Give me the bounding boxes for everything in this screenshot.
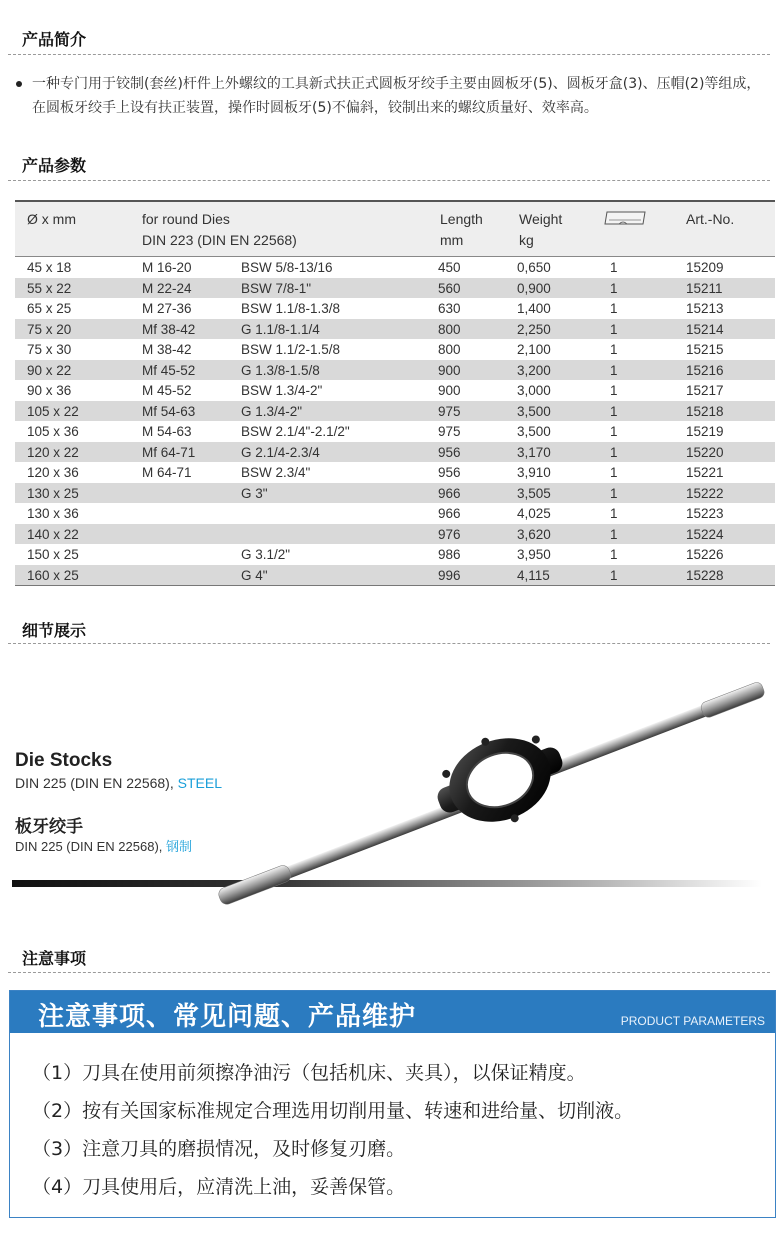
cell-metric: M 64-71 (142, 465, 192, 480)
cell-length: 560 (438, 280, 461, 296)
cell-qty: 1 (610, 567, 618, 583)
table-header (15, 202, 775, 257)
product-spec-en (15, 775, 222, 791)
cell-qty: 1 (610, 260, 618, 275)
cell-length: 976 (438, 526, 461, 542)
table-row (15, 524, 775, 545)
cell-thread: G 1.3/4-2" (241, 403, 303, 419)
cell-length: 975 (438, 424, 461, 439)
header-dies-line2: DIN 223 (DIN EN 22568) (142, 232, 297, 248)
cell-size: 90 x 36 (27, 383, 72, 398)
cell-weight: 2,100 (517, 342, 551, 357)
cell-size: 65 x 25 (27, 301, 72, 316)
table-row (15, 401, 775, 422)
cell-metric: Mf 38-42 (142, 321, 196, 337)
cell-thread: BSW 1.1/2-1.5/8 (241, 342, 341, 357)
cell-size: 130 x 36 (27, 506, 79, 521)
header-weight-line2: kg (519, 232, 534, 248)
cell-art-no: 15209 (686, 260, 724, 275)
cell-qty: 1 (610, 485, 618, 501)
material-cn: 钢制 (166, 839, 193, 854)
cell-length: 966 (438, 485, 461, 501)
cell-weight: 3,000 (517, 383, 551, 398)
divider (8, 643, 770, 644)
intro-text: 一种专门用于铰制(套丝)杆件上外螺纹的工具新式扶正式圆板牙绞手主要由圆板牙(5)、圆板牙盒(3)、压帽(2)等组成，在圆板牙绞手上设有扶正装置，操作时圆板牙(5)不偏斜，铰制出来的螺纹质量好、效率高。 (32, 76, 761, 116)
cell-size: 55 x 22 (27, 280, 72, 296)
cell-art-no: 15218 (686, 403, 724, 419)
cell-size: 160 x 25 (27, 567, 79, 583)
cell-weight: 4,025 (517, 506, 551, 521)
cell-thread: BSW 1.3/4-2" (241, 383, 323, 398)
section-title-params: 产品参数 (22, 156, 87, 175)
cell-length: 900 (438, 362, 461, 378)
notice-item: （4）刀具使用后，应清洗上油，妥善保管。 (32, 1176, 406, 1198)
table-row (15, 360, 775, 381)
cell-length: 800 (438, 321, 461, 337)
cell-qty: 1 (610, 424, 618, 439)
cell-size: 120 x 36 (27, 465, 79, 480)
cell-length: 956 (438, 465, 461, 480)
cell-weight: 3,620 (517, 526, 551, 542)
cell-length: 800 (438, 342, 461, 357)
header-art-no: Art.-No. (686, 211, 735, 227)
cell-art-no: 15215 (686, 342, 724, 357)
table-row (15, 503, 775, 524)
die-stock-image (200, 655, 776, 925)
spec-cn-text: DIN 225 (DIN EN 22568), (15, 839, 167, 854)
cell-thread: BSW 2.3/4" (241, 465, 311, 480)
cell-thread: G 3" (241, 485, 268, 501)
table-body (15, 257, 775, 585)
product-title-en: Die Stocks (15, 750, 113, 771)
cell-weight: 3,500 (517, 403, 551, 419)
cell-weight: 3,950 (517, 547, 551, 562)
cell-art-no: 15226 (686, 547, 724, 562)
header-dies-line1: for round Dies (142, 211, 230, 227)
cell-size: 105 x 22 (27, 403, 79, 419)
cell-length: 996 (438, 567, 461, 583)
cell-size: 150 x 25 (27, 547, 79, 562)
cell-qty: 1 (610, 342, 618, 357)
divider (8, 972, 770, 973)
cell-art-no: 15217 (686, 383, 724, 398)
cell-metric: M 54-63 (142, 424, 192, 439)
notice-box (9, 990, 776, 1218)
section-title-intro: 产品简介 (22, 30, 87, 49)
cell-size: 45 x 18 (27, 260, 72, 275)
cell-metric: Mf 64-71 (142, 444, 196, 460)
cell-qty: 1 (610, 526, 618, 542)
product-spec-cn (15, 836, 192, 855)
cell-length: 630 (438, 301, 461, 316)
header-size: Ø x mm (27, 211, 76, 227)
notice-header (10, 991, 775, 1033)
notice-item: （1）刀具在使用前须擦净油污（包括机床、夹具），以保证精度。 (32, 1062, 586, 1084)
cell-qty: 1 (610, 301, 618, 316)
cell-metric: M 16-20 (142, 260, 192, 275)
cell-art-no: 15224 (686, 526, 724, 542)
cell-weight: 3,500 (517, 424, 551, 439)
divider (8, 54, 770, 55)
header-weight-line1: Weight (519, 211, 563, 227)
header-length-line1: Length (440, 211, 483, 227)
table-row (15, 421, 775, 442)
cell-length: 956 (438, 444, 461, 460)
cell-metric: M 22-24 (142, 280, 192, 296)
cell-metric: M 27-36 (142, 301, 192, 316)
section-title-detail: 细节展示 (22, 621, 87, 640)
intro-paragraph (16, 72, 772, 120)
cell-weight: 0,650 (517, 260, 551, 275)
cell-weight: 3,910 (517, 465, 551, 480)
cell-qty: 1 (610, 383, 618, 398)
header-length-line2: mm (440, 232, 464, 248)
cell-thread: BSW 1.1/8-1.3/8 (241, 301, 341, 316)
cell-thread: BSW 2.1/4"-2.1/2" (241, 424, 350, 439)
cell-weight: 0,900 (517, 280, 551, 296)
table-row (15, 442, 775, 463)
divider (8, 180, 770, 181)
cell-thread: G 1.1/8-1.1/4 (241, 321, 320, 337)
cell-qty: 1 (610, 362, 618, 378)
cell-weight: 3,200 (517, 362, 551, 378)
cell-length: 986 (438, 547, 461, 562)
notice-header-en: PRODUCT PARAMETERS (620, 1014, 765, 1028)
cell-art-no: 15228 (686, 567, 724, 583)
cell-qty: 1 (610, 465, 618, 480)
cell-weight: 2,250 (517, 321, 551, 337)
cell-metric: M 45-52 (142, 383, 192, 398)
notice-header-title: 注意事项、常见问题、产品维护 (38, 1002, 417, 1032)
material-en: STEEL (177, 775, 222, 791)
cell-length: 450 (438, 260, 461, 275)
cell-size: 105 x 36 (27, 424, 79, 439)
cell-weight: 3,170 (517, 444, 551, 460)
cell-metric: Mf 54-63 (142, 403, 196, 419)
cell-art-no: 15221 (686, 465, 724, 480)
cell-art-no: 15220 (686, 444, 724, 460)
bullet-icon (16, 81, 22, 87)
table-row (15, 278, 775, 299)
cell-size: 75 x 20 (27, 321, 72, 337)
cell-art-no: 15223 (686, 506, 724, 521)
cell-art-no: 15213 (686, 301, 724, 316)
spec-en-text: DIN 225 (DIN EN 22568), (15, 775, 178, 791)
cell-qty: 1 (610, 403, 618, 419)
table-row (15, 483, 775, 504)
section-title-notice: 注意事项 (22, 949, 87, 968)
cell-qty: 1 (610, 547, 618, 562)
cell-metric: Mf 45-52 (142, 362, 196, 378)
cell-length: 975 (438, 403, 461, 419)
table-row (15, 298, 775, 319)
table-row (15, 257, 775, 278)
cell-size: 140 x 22 (27, 526, 79, 542)
die-shape-icon (603, 210, 647, 231)
cell-weight: 4,115 (517, 567, 550, 583)
product-title-cn: 板牙绞手 (15, 817, 83, 837)
cell-length: 966 (438, 506, 461, 521)
cell-weight: 3,505 (517, 485, 551, 501)
cell-art-no: 15214 (686, 321, 724, 337)
cell-thread: G 3.1/2" (241, 547, 291, 562)
cell-qty: 1 (610, 444, 618, 460)
cell-weight: 1,400 (517, 301, 551, 316)
cell-thread: BSW 5/8-13/16 (241, 260, 333, 275)
cell-size: 120 x 22 (27, 444, 79, 460)
cell-size: 90 x 22 (27, 362, 72, 378)
cell-thread: BSW 7/8-1" (241, 280, 312, 296)
cell-length: 900 (438, 383, 461, 398)
cell-size: 130 x 25 (27, 485, 79, 501)
table-row (15, 462, 775, 483)
product-parameter-table (15, 200, 775, 586)
table-row (15, 339, 775, 360)
cell-art-no: 15211 (686, 280, 723, 296)
cell-metric: M 38-42 (142, 342, 192, 357)
cell-thread: G 1.3/8-1.5/8 (241, 362, 320, 378)
table-row (15, 565, 775, 586)
table-row (15, 380, 775, 401)
cell-qty: 1 (610, 506, 618, 521)
table-row (15, 544, 775, 565)
cell-art-no: 15219 (686, 424, 724, 439)
cell-qty: 1 (610, 280, 618, 296)
cell-thread: G 2.1/4-2.3/4 (241, 444, 320, 460)
cell-qty: 1 (610, 321, 618, 337)
cell-thread: G 4" (241, 567, 268, 583)
cell-size: 75 x 30 (27, 342, 72, 357)
table-row (15, 319, 775, 340)
notice-item: （2）按有关国家标准规定合理选用切削用量、转速和进给量、切削液。 (32, 1100, 634, 1122)
notice-item: （3）注意刀具的磨损情况，及时修复刃磨。 (32, 1138, 406, 1160)
cell-art-no: 15222 (686, 485, 724, 501)
cell-art-no: 15216 (686, 362, 724, 378)
